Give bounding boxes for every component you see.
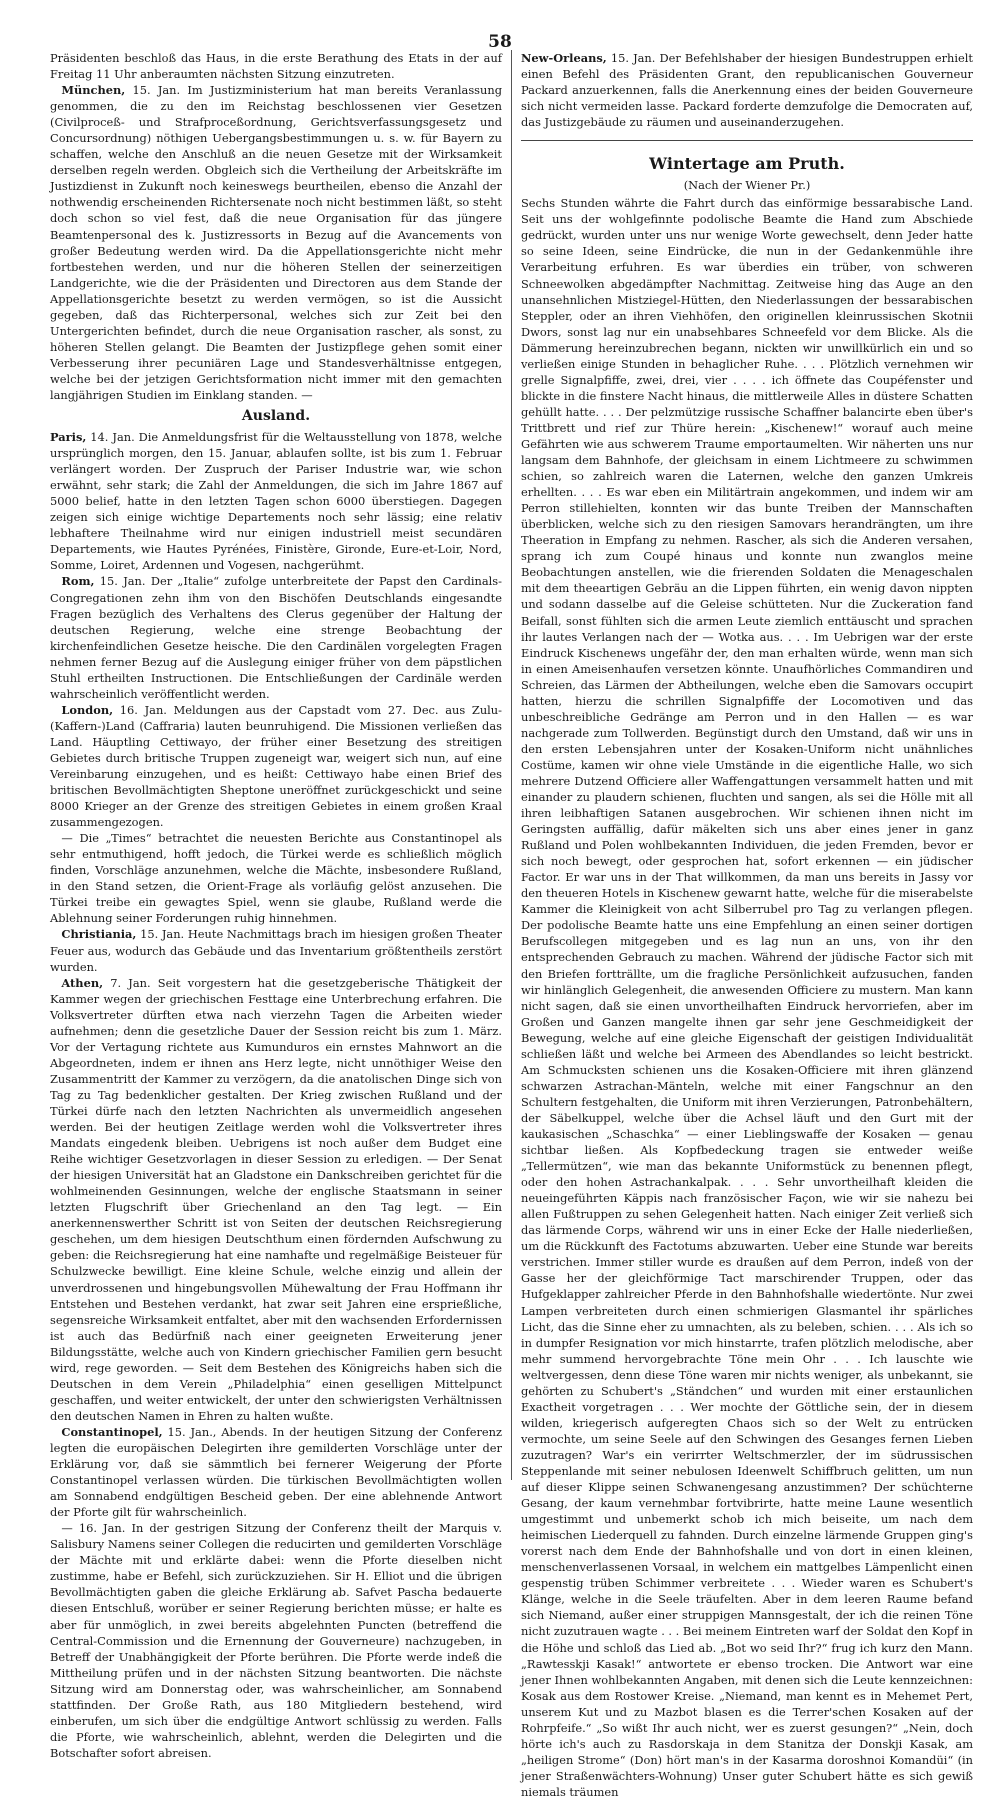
left-column [50,50,511,1760]
dateline-place: London, [61,702,114,717]
page-number: 58 [488,32,512,52]
news-athen [50,975,502,1424]
news-christiania [50,926,502,974]
news-text: 16. Jan. Meldungen aus der Capstadt vom 27. Dec. aus Zulu-(Kaffern-)Land (Caffraria) lauten beunruhigend. Die Missionen verließen das Land. Häuptling Cettiwayo, der früher einer Besetzung des streitigen Gebietes durch britische Truppen zugeneigt war, weigert sich nun, auf eine Vereinbarung einzugehen, und es heißt: Cettiwayo habe einen Brief des britischen Bevollmächtigten Sheptone uneröffnet zurückgeschickt und seine 8000 Krieger an der Grenze des streitigen Gebietes in einem großen Kraal zusammengezogen. [50,702,502,830]
dateline-place: Paris, [50,430,87,445]
section-divider [521,140,973,141]
columns [50,50,978,1799]
news-text: 7. Jan. Seit vorgestern hat die gesetzgeberische Thätigkeit der Kammer wegen der griechischen Festtage eine Unterbrechung erfahren. Die Volksvertreter dürften etwa nach vierzehn Tagen die Arbeiten wieder aufnehmen; denn die gesetzliche Dauer der Session reicht bis zum 1. März. Vor der Vertagung richtete aus Kumunduros ein ernstes Mahnwort an die Abgeordneten, indem er ihnen ans Herz legte, nicht unnöthiger Weise den Zusammentritt der Kammer zu verzögern, da die anatolischen Dinge sich von Tag zu Tag bedenklicher gestalten. Der Krieg zwischen Rußland und der Türkei dürfe nach den letzten Nachrichten als unvermeidlich angesehen werden. Bei der heutigen Zeitlage werden wohl die Volksvertreter ihres Mandats eingedenk bleiben. Uebrigens ist noch außer dem Budget eine Reihe wichtiger Gesetzvorlagen in dieser Session zu erledigen. — Der Senat der hiesigen Universität hat an Gladstone ein Dankschreiben gerichtet für die wohlmeinenden Gesinnungen, welche der englische Staatsmann in seiner letzten Flugschrift über Griechenland an den Tag legt. — Ein anerkennenswerther Schritt ist von Seiten der deutschen Reichsregierung geschehen, um dem hiesigen Deutschthum einen fördernden Aufschwung zu geben: die Reichsregierung hat eine namhafte und regelmäßige Beisteuer für Schulzwecke bewilligt. Eine kleine Schule, welche einzig und allein der unverdrossenen und hingebungsvollen Mühewaltung der Frau Hoffmann ihr Entstehen und Bestehen verdankt, hat zwar seit Jahren eine ersprießliche, segensreiche Wirksamkeit entfaltet, aber mit den wachsenden Erfordernissen ist auch das Bedürfniß nach einer geeigneten Erweiterung jener Bildungsstätte, welche auch von Kindern griechischer Familien gern besucht wird, rege geworden. — Seit dem Bestehen des Königreichs haben sich die Deutschen in dem Verein „Philadelphia“ einen geselligen Mittelpunct geschaffen, und weiter entwickelt, der unter den schwierigsten Verhältnissen den deutschen Namen in Ehren zu halten wußte. [50,975,502,1423]
news-text: 14. Jan. Die Anmeldungsfrist für die Weltausstellung von 1878, welche ursprünglich morgen, den 15. Januar, ablaufen sollte, ist bis zum 1. Februar verlängert worden. Der Zuspruch der Pariser Industrie war, wie schon erwähnt, sehr stark; die Zahl der Anmeldungen, die sich im Jahre 1867 auf 5000 belief, hatte in den letzten Tagen schon 6000 überstiegen. Dagegen zeigen sich einige wichtige Departements noch sehr lässig; eine relativ lebhaftere Theilnahme wird nur einigen industriell meist secundären Departements, wie Hautes Pyrénées, Finistère, Gironde, Eure-et-Loir, Nord, Somme, Loiret, Ardennen und Vogesen, nachgerühmt. [50,430,502,573]
news-muenchen [50,82,502,403]
dateline-place: Christiania, [61,927,137,942]
dateline-place: Rom, [61,574,95,589]
news-text: 15. Jan. Der „Italie“ zufolge unterbreitete der Papst den Cardinals-Congregationen zehn ihm von den Bischöfen Deutschlands eingesandte Fragen bezüglich des Verhaltens des Clerus gegenüber der Haltung der deutschen Regierung, welche eine strenge Beobachtung der kirchenfeindlichen Gesetze heische. Die den Cardinälen vorgelegten Fragen nehmen ferner Bezug auf die Auslegung einiger früher von dem päpstlichen Stuhl ertheilten Instructionen. Die Entschließungen der Cardinäle werden wahrscheinlich veröffentlicht werden. [50,574,502,701]
news-text: 15. Jan. Im Justizministerium hat man bereits Veranlassung genommen, die zu den im Reichstag beschlossenen vier Gesetzen (Civilproceß- und Strafproceßordnung, Gerichtsverfassungsgesetz und Concursordnung) nöthigen Uebergangsbestimmungen u. s. w. für Bayern zu schaffen, welche den Anschluß an die neuen Gesetze mit der Wirksamkeit derselben regeln werden. Obgleich sich die Vertheilung der Arbeitskräfte im Justizdienst in Zukunft noch keineswegs beurtheilen, ebenso die Anzahl der nothwendig erscheinenden Richtersenate noch nicht bestimmen läßt, so steht doch schon so viel fest, daß die neue Organisation für das jüngere Beamtenpersonal des k. Justizressorts in Bezug auf die Avancements von großer Bedeutung werden wird. Da die Appellationsgerichte nicht mehr fortbestehen werden, und nur die höheren Stellen der seinerzeitigen Landgerichte, wie die der Präsidenten und Directoren aus dem Stande der Appellationsgerichte besetzt zu werden vermögen, so ist die Aussicht gegeben, daß das Richterpersonal, welches sich zur Zeit bei den Untergerichten befindet, durch die neue Organisation rascher, als sonst, zu höheren Stellen gelangt. Die Beamten der Justizpflege gehen somit einer Verbesserung ihrer pecuniären Lage und Standesverhältnisse entgegen, welche bei der jetzigen Gerichtsformation nicht immer mit den gemachten langjährigen Studien im Einklang standen. — [50,83,502,402]
right-column [511,50,973,1799]
dateline-place: Athen, [61,975,104,990]
news-constantinopel-2: — 16. Jan. In der gestrigen Sitzung der Conferenz theilt der Marquis v. Salisbury Namens seiner Collegen die reducirten und gemilderten Vorschläge der Mächte mit und erklärte dabei: wenn die Pforte dieselben nicht zustimme, habe er Befehl, sich zurückzuziehen. Sir H. Elliot und die übrigen Bevollmächtigten gaben die gleiche Erklärung ab. Safvet Pascha bedauerte diesen Entschluß, worüber er seiner Regierung berichten müsse; er halte es aber für unmöglich, in zwei bereits abgelehnten Puncten (betreffend die Central-Commission und die Ernennung der Gouverneure) nachzugeben, in Betreff der Unabhängigkeit der Pforte berühren. Die Pforte werde indeß die Mittheilung prüfen und in der nächsten Sitzung beantworten. Die nächste Sitzung wird am Donnerstag oder, was wahrscheinlicher, am Sonnabend stattfinden. Der Große Rath, aus 180 Mitgliedern bestehend, wird einberufen, um sich über die endgültige Antwort schlüssig zu werden. Falls die Pforte, wie wahrscheinlich, ablehnt, werden die Delegirten und die Botschafter sofort abreisen. [50,1521,502,1760]
dateline-place: New-Orleans, [521,51,607,65]
feuilleton-subtitle: (Nach der Wiener Pr.) [683,178,811,193]
news-new-orleans [521,50,973,130]
section-heading-ausland: Ausland. [241,408,311,425]
intro-paragraph: Präsidenten beschloß das Haus, in die erste Berathung des Etats in der auf Freitag 11 Uhr anberaumten nächsten Sitzung einzutreten. [50,51,502,82]
news-paris [50,429,502,573]
news-constantinopel [50,1424,502,1520]
news-text: 15. Jan. Heute Nachmittags brach im hiesigen großen Theater Feuer aus, wodurch das Gebäude und das Inventarium größtentheils zerstört wurden. [50,927,502,974]
news-rom [50,573,502,701]
news-text: 15. Jan., Abends. In der heutigen Sitzung der Conferenz legten die europäischen Delegirten ihre gemilderten Vorschläge unter der Erklärung vor, daß sie sämmtlich bei fernerer Weigerung der Pforte Constantinopel verlassen würden. Die türkischen Bevollmächtigten wollen am Sonnabend endgültigen Bescheid geben. Der eine ablehnende Antwort der Pforte gilt für wahrscheinlich. [50,1424,502,1520]
news-london [50,702,502,830]
dateline-place: München, [61,83,126,98]
news-times: — Die „Times“ betrachtet die neuesten Berichte aus Constantinopel als sehr entmuthigend, hofft jedoch, die Türkei werde es schließlich möglich finden, Vorschläge anzunehmen, welche die Mächte, insbesondere Rußland, in den Stand setzen, die Orient-Frage als vorläufig gelöst anzusehen. Die Türkei treibe ein gewagtes Spiel, wenn sie glaube, Rußland werde die Ablehnung seiner Forderungen ruhig hinnehmen. [50,831,502,926]
feuilleton-title: Wintertage am Pruth. [649,154,845,174]
news-text: 15. Jan. Der Befehlshaber der hiesigen Bundestruppen erhielt einen Befehl des Präsidenten Grant, den republicanischen Gouverneur Packard anzuerkennen, falls die Anerkennung eines der beiden Gouverneure sich nicht vermeiden lasse. Packard forderte demzufolge die Democraten auf, das Justizgebäude zu räumen und auseinanderzugehen. [521,51,973,130]
feuilleton-body: Sechs Stunden währte die Fahrt durch das einförmige bessarabische Land. Seit uns der wohlgefinnte podolische Beamte die Hand zum Abschiede gedrückt, wurden unter uns nur wenige Worte gewechselt, denn Jeder hatte so seine Ideen, seine Eindrücke, die nun in der Gedankenmühle ihre Verarbeitung erfuhren. Es war überdies ein trüber, von schweren Schneewolken abgedämpfter Nachmittag. Zeitweise hing das Auge an den unansehnlichen Mistziegel-Hütten, den Niederlassungen der bessarabischen Steppler, oder an ihren Viehhöfen, den originellen kleinrussischen Skotnii Dwors, sonst lag nur ein unabsehbares Schneefeld vor dem Blicke. Als die Dämmerung hereinzubrechen begann, nickten wir unwillkürlich ein und so verließen einige Stunden in behaglicher Ruhe. . . . Plötzlich vernehmen wir grelle Signalpfiffe, zwei, drei, vier . . . . ich öffnete das Coupéfenster und blickte in die finstere Nacht hinaus, die mittlerweile Alles in düstere Schatten gehüllt hatte. . . . Der pelzmützige russische Schaffner balancirte eben über's Trittbrett und rief zur Thüre herein: „Kischenew!“ worauf auch meine Gefährten wie aus schwerem Traume emportaumelten. Wir näherten uns nur langsam dem Bahnhofe, der gleichsam in einem Lichtmeere zu schwimmen schien, so zahlreich waren die Laternen, welche den ganzen Umkreis erhellten. . . . Es war eben ein Militärtrain angekommen, und indem wir am Perron stillehielten, konnten wir das bunte Treiben der Mannschaften überblicken, welche sich zu den riesigen Samovars herandrängten, um ihre Theeration in Empfang zu nehmen. Rascher, als sich die Anderen versahen, sprang ich zum Coupé hinaus und konnte nun zwanglos meine Beobachtungen anstellen, wie die frierenden Soldaten die Menageschalen mit dem theeartigen Gebräu an die Lippen führten, ein wenig davon nippten und sodann dasselbe auf die Geleise schütteten. Nur die Zuckeration fand Beifall, sonst fühlten sich die armen Leute ziemlich enttäuscht und sprachen ihr lautes Verlangen nach der — Wotka aus. . . . Im Uebrigen war der erste Eindruck Kischenews ungefähr der, den man erhalten würde, wenn man sich in einen Ameisenhaufen versetzen könnte. Unaufhörliches Commandiren und Schreien, das Lärmen der Abtheilungen, welche eben die Samovars occupirt hatten, hierzu die schrillen Signalpfiffe der Locomotiven und das unbeschreibliche Gedränge am Perron und in den Hallen — es war nachgerade zum Tollwerden. Begünstigt durch den Umstand, daß wir uns in den ersten Lebensjahren unter der Kosaken-Uniform nicht unähnliches Costüme, kamen wir ohne viele Umstände in die eigentliche Halle, wo sich mehrere Dutzend Officiere aller Waffengattungen versammelt hatten und mit einander zu plaudern schienen, fluchten und sangen, als sei die Hölle mit all ihren leibhaftigen Satanen ausgebrochen. Wir schienen ihnen nicht im Geringsten auffällig, dafür mäkelten sich uns aber eines jener in ganz Rußland und Polen wohlbekannten Individuen, die jeden Fremden, bevor er sich noch bewegt, oder gesprochen hat, sofort erkennen — ein jüdischer Factor. Er war uns in der That willkommen, da man uns bereits in Jassy vor den theueren Hotels in Kischenew gewarnt hatte, welche für die miserabelste Kammer die Kleinigkeit von acht Silberrubel pro Tag zu verlangen pflegen. Der podolische Beamte hatte uns eine Empfehlung an einen seiner dortigen Berufscollegen mitgegeben und es lag nun an uns, von ihr den entsprechenden Gebrauch zu machen. Während der jüdische Factor sich mit den Briefen fortträllte, um die fragliche Persönlichkeit aufzusuchen, fanden wir hinlänglich Gelegenheit, die anwesenden Officiere zu mustern. Man kann nicht sagen, daß sie einen unvortheilhaften Eindruck hervorriefen, aber im Großen und Ganzen mangelte ihnen gar sehr jene Geschmeidigkeit der Bewegung, welche auf eine gleiche Eigenschaft der geistigen Individualität schließen läßt und welche bei Armeen des Abendlandes so leicht bestrickt. Am Schmucksten schienen uns die Kosaken-Officiere mit ihren glänzend schwarzen Astrachan-Mänteln, welche mit einer Fangschnur an den Schultern festgehalten, die Uniform mit ihren Verzierungen, Patronbehältern, der Säbelkuppel, welche über die Achsel läuft und den Gurt mit der kaukasischen „Schaschka“ — einer Lieblingswaffe der Kosaken — genau sichtbar ließen. Als Kopfbedeckung tragen sie entweder weiße „Tellermützen“, wie man das bekannte Uniformstück zu benennen pflegt, oder den hohen Astrachankalpak. . . . Sehr unvortheilhaft kleiden die neueingeführten Käppis nach französischer Façon, wie wir sie nahezu bei allen Fußtruppen zu sehen Gelegenheit hatten. Nach einiger Zeit verließ sich das lärmende Corps, während wir uns in einer Ecke der Halle niederließen, um die Rückkunft des Factotums abzuwarten. Ueber eine Stunde war bereits verstrichen. Immer stiller wurde es draußen auf dem Perron, indeß von der Gasse her der gleichförmige Tact marschirender Truppen, oder das Hufgeklapper zahlreicher Pferde in den Bahnhofshalle wiedertönte. Nur zwei Lampen verbreiteten durch einen schmierigen Glasmantel ihr spärliches Licht, das die Sinne eher zu umnachten, als zu beleben, schien. . . . Als ich so in dumpfer Resignation vor mich hinstarrte, trafen plötzlich melodische, aber mehr summend hervorgebrachte Töne mein Ohr . . . Ich lauschte wie weltvergessen, denn diese Töne waren mir nichts weniger, als unbekannt, sie gehörten zu Schubert's „Ständchen“ und wurden mit einer erstaunlichen Exactheit vorgetragen . . . Wer mochte der Göttliche sein, der in diesem wilden, kriegerisch aufgeregten Chaos sich so der Welt zu entrücken vermochte, um seine Seele auf den Schwingen des Gesanges fernen Lieben zuzutragen? War's ein verirrter Weltschmerzler, der im südrussischen Steppenlande mit seiner nebulosen Ideenwelt Schiffbruch gelitten, um nun auf dieser Klippe seinen Schwanengesang anzustimmen? Der schüchterne Gesang, der kaum vernehmbar fortvibrirte, hatte meine Laune wesentlich umgestimmt und unbemerkt schob ich mich beiseite, um nach dem heimischen Liederquell zu fahnden. Durch einzelne lärmende Gruppen ging's vorerst nach dem Ende der Bahnhofshalle und von dort in einen kleinen, menschenverlassenen Vorsaal, in welchem ein mattgelbes Lämpenlicht einen gespenstig trüben Schimmer verbreitete . . . Wieder waren es Schubert's Klänge, welche in die Seele träufelten. Aber in dem leeren Raume befand sich Niemand, außer einer struppigen Mannsgestalt, der ich die reinen Töne nicht zuzutrauen wagte . . . Bei meinem Eintreten warf der Soldat den Kopf in die Höhe und schloß das Lied ab. „Bot wo seid Ihr?“ frug ich kurz den Mann. „Rawtesskji Kasak!“ antwortete er ebenso trocken. Die Antwort war eine jener Ihnen wohlbekannten Angaben, mit denen sich die Leute kennzeichnen: Kosak aus dem Rostower Kreise. „Niemand, man kennt es in Mehemet Pert, unserem Kut und zu Mazbot blasen es die Terrer'schen Kosaken auf der Rohrpfeife.“ „So wißt Ihr auch nicht, wer es zuerst gesungen?“ „Nein, doch hörte ich's auch zu Rasdorskaja in dem Stanitza der Donskji Kasak, am „heiligen Strome“ (Don) hört man's in der Kasarma doroshnoi Komandüi“ (in jener Straßenwächters-Wohnung) Unser guter Schubert hätte es sich gewiß niemals träumen [521,196,973,1799]
dateline-place: Constantinopel, [61,1424,163,1439]
